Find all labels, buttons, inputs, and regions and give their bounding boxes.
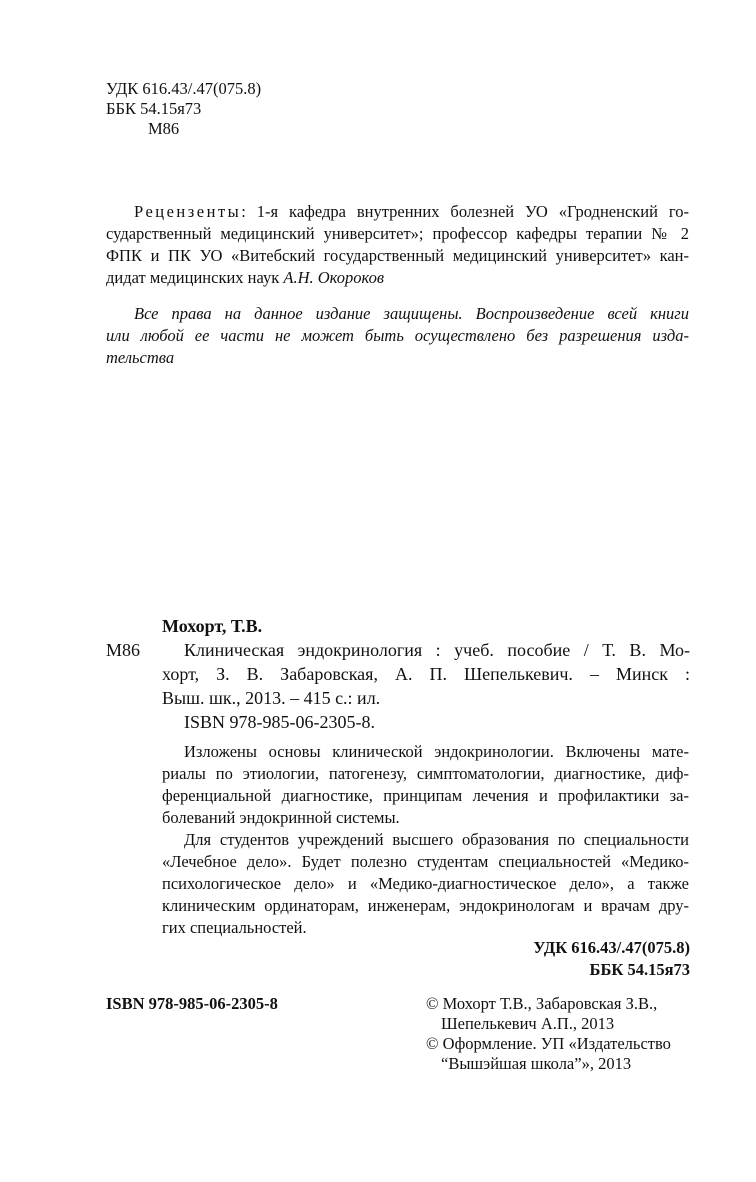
- author-code-header: М86: [148, 119, 180, 138]
- rights-line-2: или любой ее части не может быть осуществлено без разрешения изда-: [106, 326, 689, 345]
- udk-header: УДК 616.43/.47(075.8): [106, 79, 262, 98]
- annotation-line-5: Для студентов учреждений высшего образования по специальности: [184, 830, 689, 849]
- annotation-line-1: Изложены основы клинической эндокринологии. Включены мате-: [184, 742, 689, 761]
- annotation-line-6: «Лечебное дело». Будет полезно студентам специальностей «Медико-: [162, 852, 689, 871]
- classification-udk: УДК 616.43/.47(075.8): [533, 938, 690, 957]
- copyright-authors-line-2: Шепелькевич А.П., 2013: [441, 1014, 615, 1033]
- annotation-line-2: риалы по этиологии, патогенезу, симптоматологии, диагностике, диф-: [162, 764, 689, 783]
- bbk-header: ББК 54.15я73: [106, 99, 202, 118]
- reviewers-line-1: Рецензенты: 1-я кафедра внутренних болезней УО «Гродненский го-: [134, 202, 689, 221]
- catalog-author: Мохорт, Т.В.: [162, 616, 263, 636]
- footer-isbn: ISBN 978-985-06-2305-8: [106, 994, 278, 1013]
- reviewers-label: Рецензенты: [134, 202, 242, 221]
- catalog-line-3: Выш. шк., 2013. – 415 с.: ил.: [162, 688, 381, 708]
- copyright-design-line-2: “Вышэйшая школа”», 2013: [441, 1054, 632, 1073]
- reviewers-line-3: ФПК и ПК УО «Витебский государственный медицинский университет» кан-: [106, 246, 689, 265]
- copyright-authors-line-1: © Мохорт Т.В., Забаровская З.В.,: [426, 994, 658, 1013]
- catalog-isbn: ISBN 978-985-06-2305-8.: [184, 712, 375, 732]
- annotation-line-3: ференциальной диагностике, принципам лечения и профилактики за-: [162, 786, 689, 805]
- copyright-design-line-1: © Оформление. УП «Издательство: [426, 1034, 671, 1053]
- annotation-line-4: болеваний эндокринной системы.: [162, 808, 400, 827]
- reviewer-name: А.Н. Окороков: [283, 268, 385, 287]
- classification-bbk: ББК 54.15я73: [589, 960, 690, 979]
- rights-line-3: тельства: [106, 348, 175, 367]
- catalog-line-1: Клиническая эндокринология : учеб. пособие / Т. В. Мо-: [184, 640, 690, 660]
- annotation-line-9: гих специальностей.: [162, 918, 307, 937]
- catalog-line-2: хорт, З. В. Забаровская, А. П. Шепелькевич. – Минск :: [162, 664, 690, 684]
- annotation-line-7: психологическое дело» и «Медико-диагностическое дело», а также: [162, 874, 689, 893]
- catalog-code: М86: [106, 640, 141, 660]
- annotation-line-8: клиническим ординаторам, инженерам, эндокринологам и врачам дру-: [162, 896, 689, 915]
- reviewers-line-2: сударственный медицинский университет»; профессор кафедры терапии № 2: [106, 224, 689, 243]
- rights-line-1: Все права на данное издание защищены. Воспроизведение всей книги: [134, 304, 689, 323]
- reviewers-line-4: дидат медицинских наук А.Н. Окороков: [106, 268, 385, 287]
